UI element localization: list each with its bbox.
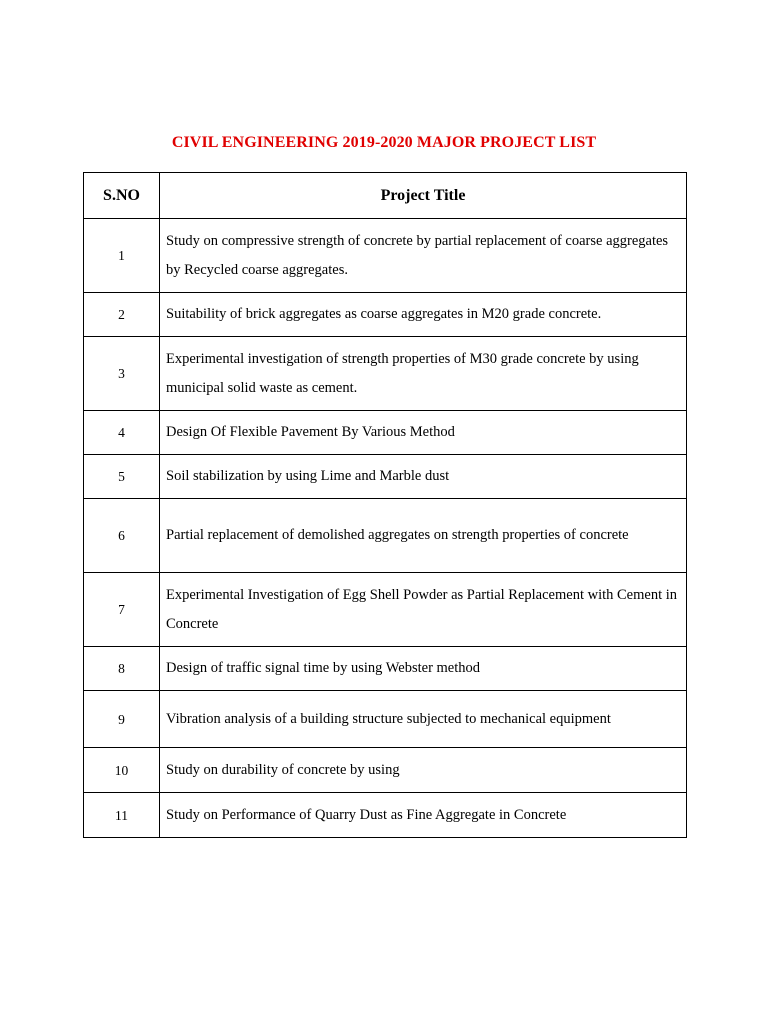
project-title-cell: Vibration analysis of a building structure subjected to mechanical equipment xyxy=(160,691,687,748)
project-title-cell: Soil stabilization by using Lime and Marble dust xyxy=(160,455,687,499)
serial-number-cell: 7 xyxy=(84,573,160,647)
project-title-cell: Design of traffic signal time by using Webster method xyxy=(160,647,687,691)
table-header-row xyxy=(84,173,687,219)
serial-number-cell: 6 xyxy=(84,499,160,573)
table-row xyxy=(84,411,687,455)
serial-number-cell: 8 xyxy=(84,647,160,691)
project-title-cell: Partial replacement of demolished aggregates on strength properties of concrete xyxy=(160,499,687,573)
serial-number-cell: 10 xyxy=(84,748,160,793)
serial-number-cell: 2 xyxy=(84,293,160,337)
sno-column-header: S.NO xyxy=(84,173,160,219)
serial-number-cell: 1 xyxy=(84,219,160,293)
serial-number-cell: 3 xyxy=(84,337,160,411)
project-title-cell: Suitability of brick aggregates as coarse aggregates in M20 grade concrete. xyxy=(160,293,687,337)
table-row xyxy=(84,647,687,691)
project-title-cell: Study on compressive strength of concrete by partial replacement of coarse aggregates by Recycled coarse aggregates. xyxy=(160,219,687,293)
table-row xyxy=(84,499,687,573)
table-row xyxy=(84,337,687,411)
project-title-cell: Study on durability of concrete by using xyxy=(160,748,687,793)
serial-number-cell: 5 xyxy=(84,455,160,499)
serial-number-cell: 4 xyxy=(84,411,160,455)
serial-number-cell: 9 xyxy=(84,691,160,748)
table-row xyxy=(84,573,687,647)
project-table xyxy=(83,172,687,838)
project-title-column-header: Project Title xyxy=(160,173,687,219)
project-title-cell: Experimental Investigation of Egg Shell Powder as Partial Replacement with Cement in Concrete xyxy=(160,573,687,647)
table-row xyxy=(84,691,687,748)
project-title-cell: Design Of Flexible Pavement By Various Method xyxy=(160,411,687,455)
project-title-cell: Study on Performance of Quarry Dust as Fine Aggregate in Concrete xyxy=(160,793,687,838)
page-title: CIVIL ENGINEERING 2019-2020 MAJOR PROJECT LIST xyxy=(171,134,597,151)
table-row xyxy=(84,793,687,838)
table-row xyxy=(84,455,687,499)
project-title-cell: Experimental investigation of strength properties of M30 grade concrete by using municipal solid waste as cement. xyxy=(160,337,687,411)
table-row xyxy=(84,219,687,293)
serial-number-cell: 11 xyxy=(84,793,160,838)
table-row xyxy=(84,748,687,793)
table-row xyxy=(84,293,687,337)
